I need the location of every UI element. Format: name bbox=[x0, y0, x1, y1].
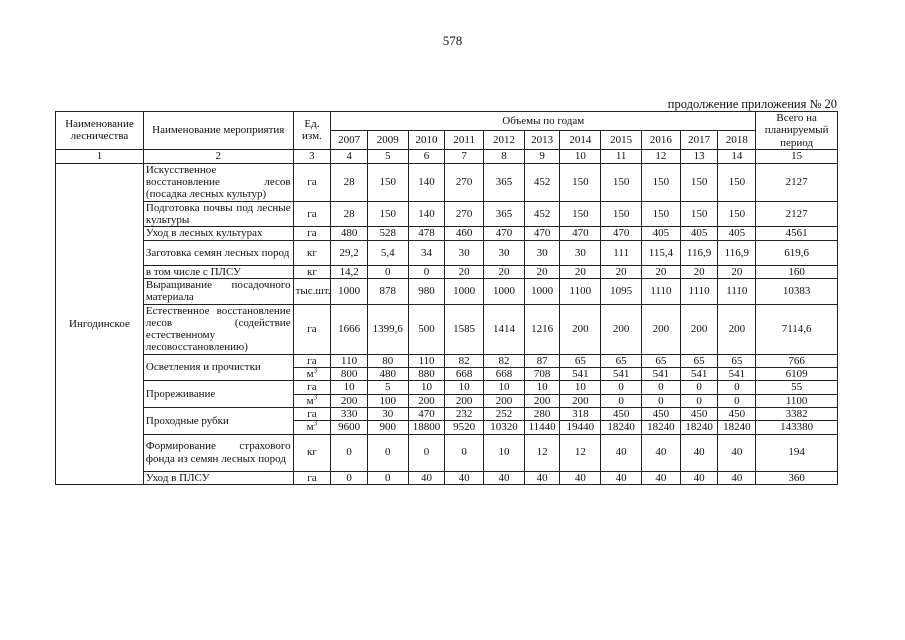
value: 0 bbox=[367, 265, 408, 278]
year-2012: 2012 bbox=[484, 130, 525, 149]
value: 150 bbox=[680, 201, 718, 227]
unit: га bbox=[293, 163, 331, 201]
value: 880 bbox=[408, 368, 445, 381]
value: 470 bbox=[524, 227, 560, 240]
value: 40 bbox=[642, 434, 681, 471]
value: 200 bbox=[445, 394, 484, 407]
total: 10383 bbox=[756, 278, 838, 304]
value: 82 bbox=[484, 354, 525, 367]
value: 9520 bbox=[445, 421, 484, 434]
column-number: 11 bbox=[601, 149, 642, 163]
activity-name: Проходные рубки bbox=[143, 407, 293, 434]
value: 87 bbox=[524, 354, 560, 367]
unit-superscript: 3 bbox=[313, 419, 318, 428]
value: 470 bbox=[601, 227, 642, 240]
unit: кг bbox=[293, 434, 331, 471]
value: 111 bbox=[601, 240, 642, 265]
value: 0 bbox=[601, 394, 642, 407]
value: 200 bbox=[601, 304, 642, 354]
value: 10 bbox=[445, 381, 484, 394]
value: 18240 bbox=[718, 421, 756, 434]
value: 450 bbox=[601, 407, 642, 420]
value: 0 bbox=[680, 394, 718, 407]
value: 10 bbox=[560, 381, 601, 394]
value: 150 bbox=[560, 163, 601, 201]
column-number: 3 bbox=[293, 149, 331, 163]
value: 0 bbox=[445, 434, 484, 471]
activity-name: Прореживание bbox=[143, 381, 293, 408]
total: 6109 bbox=[756, 368, 838, 381]
column-number: 1 bbox=[56, 149, 144, 163]
value: 1095 bbox=[601, 278, 642, 304]
value: 541 bbox=[718, 368, 756, 381]
column-number: 12 bbox=[642, 149, 681, 163]
unit-superscript: 3 bbox=[313, 366, 318, 375]
value: 452 bbox=[524, 163, 560, 201]
value: 5 bbox=[367, 381, 408, 394]
value: 20 bbox=[560, 265, 601, 278]
value: 1000 bbox=[484, 278, 525, 304]
value: 0 bbox=[367, 471, 408, 484]
value: 480 bbox=[331, 227, 368, 240]
table-row bbox=[56, 381, 838, 394]
value: 20 bbox=[524, 265, 560, 278]
header-unit: Ед. изм. bbox=[293, 112, 331, 150]
value: 40 bbox=[408, 471, 445, 484]
value: 115,4 bbox=[642, 240, 681, 265]
value: 110 bbox=[331, 354, 368, 367]
unit: тыс.шт. bbox=[293, 278, 331, 304]
continuation-note: продолжение приложения № 20 bbox=[667, 97, 837, 111]
value: 40 bbox=[680, 471, 718, 484]
value: 480 bbox=[367, 368, 408, 381]
table-row bbox=[56, 278, 838, 304]
value: 20 bbox=[718, 265, 756, 278]
value: 28 bbox=[331, 163, 368, 201]
year-2014: 2014 bbox=[560, 130, 601, 149]
value: 10320 bbox=[484, 421, 525, 434]
activity-name: Заготовка семян лесных пород bbox=[143, 240, 293, 265]
value: 150 bbox=[560, 201, 601, 227]
header-volumes: Объемы по годам bbox=[331, 112, 756, 131]
value: 150 bbox=[718, 201, 756, 227]
value: 40 bbox=[484, 471, 525, 484]
total: 2127 bbox=[756, 201, 838, 227]
table-row bbox=[56, 304, 838, 354]
value: 140 bbox=[408, 163, 445, 201]
value: 18240 bbox=[642, 421, 681, 434]
value: 10 bbox=[484, 381, 525, 394]
value: 200 bbox=[718, 304, 756, 354]
value: 365 bbox=[484, 163, 525, 201]
value: 40 bbox=[642, 471, 681, 484]
value: 0 bbox=[331, 471, 368, 484]
value: 150 bbox=[642, 201, 681, 227]
value: 405 bbox=[642, 227, 681, 240]
header-forestry: Наименование лесничества bbox=[56, 112, 144, 150]
value: 40 bbox=[718, 434, 756, 471]
unit-base: м bbox=[306, 421, 314, 434]
value: 19440 bbox=[560, 421, 601, 434]
value: 0 bbox=[642, 381, 681, 394]
column-number: 2 bbox=[143, 149, 293, 163]
year-2016: 2016 bbox=[642, 130, 681, 149]
value: 30 bbox=[367, 407, 408, 420]
value: 110 bbox=[408, 354, 445, 367]
forestry-name: Ингодинское bbox=[56, 163, 144, 484]
total: 2127 bbox=[756, 163, 838, 201]
value: 252 bbox=[484, 407, 525, 420]
value: 0 bbox=[680, 381, 718, 394]
value: 1414 bbox=[484, 304, 525, 354]
value: 10 bbox=[408, 381, 445, 394]
value: 1000 bbox=[524, 278, 560, 304]
column-numbers-row bbox=[56, 149, 838, 163]
table-row bbox=[56, 354, 838, 367]
value: 1216 bbox=[524, 304, 560, 354]
total: 143380 bbox=[756, 421, 838, 434]
value: 20 bbox=[642, 265, 681, 278]
value: 470 bbox=[484, 227, 525, 240]
value: 0 bbox=[408, 434, 445, 471]
total: 194 bbox=[756, 434, 838, 471]
total: 160 bbox=[756, 265, 838, 278]
value: 541 bbox=[601, 368, 642, 381]
value: 10 bbox=[524, 381, 560, 394]
value: 1399,6 bbox=[367, 304, 408, 354]
unit-superscript: 3 bbox=[313, 392, 318, 401]
total: 619,6 bbox=[756, 240, 838, 265]
total: 7114,6 bbox=[756, 304, 838, 354]
total: 360 bbox=[756, 471, 838, 484]
column-number: 5 bbox=[367, 149, 408, 163]
column-number: 15 bbox=[756, 149, 838, 163]
value: 450 bbox=[718, 407, 756, 420]
unit: га bbox=[293, 354, 331, 367]
header-activity: Наименование мероприятия bbox=[143, 112, 293, 150]
value: 330 bbox=[331, 407, 368, 420]
value: 200 bbox=[642, 304, 681, 354]
value: 80 bbox=[367, 354, 408, 367]
value: 405 bbox=[680, 227, 718, 240]
value: 405 bbox=[718, 227, 756, 240]
value: 20 bbox=[601, 265, 642, 278]
unit bbox=[293, 394, 331, 407]
year-2009: 2009 bbox=[367, 130, 408, 149]
unit: га bbox=[293, 227, 331, 240]
table-row bbox=[56, 434, 838, 471]
value: 82 bbox=[445, 354, 484, 367]
table-row bbox=[56, 163, 838, 201]
value: 200 bbox=[331, 394, 368, 407]
column-number: 8 bbox=[484, 149, 525, 163]
year-2017: 2017 bbox=[680, 130, 718, 149]
value: 500 bbox=[408, 304, 445, 354]
value: 9600 bbox=[331, 421, 368, 434]
unit bbox=[293, 368, 331, 381]
value: 541 bbox=[680, 368, 718, 381]
unit: га bbox=[293, 471, 331, 484]
value: 318 bbox=[560, 407, 601, 420]
value: 34 bbox=[408, 240, 445, 265]
value: 18240 bbox=[601, 421, 642, 434]
value: 541 bbox=[560, 368, 601, 381]
table-row bbox=[56, 471, 838, 484]
value: 10 bbox=[331, 381, 368, 394]
year-2013: 2013 bbox=[524, 130, 560, 149]
value: 30 bbox=[560, 240, 601, 265]
value: 28 bbox=[331, 201, 368, 227]
value: 200 bbox=[408, 394, 445, 407]
value: 800 bbox=[331, 368, 368, 381]
value: 470 bbox=[560, 227, 601, 240]
value: 270 bbox=[445, 201, 484, 227]
value: 65 bbox=[601, 354, 642, 367]
table-row bbox=[56, 240, 838, 265]
year-2011: 2011 bbox=[445, 130, 484, 149]
value: 116,9 bbox=[718, 240, 756, 265]
unit: га bbox=[293, 407, 331, 420]
value: 1000 bbox=[445, 278, 484, 304]
value: 0 bbox=[642, 394, 681, 407]
value: 150 bbox=[601, 163, 642, 201]
value: 1110 bbox=[680, 278, 718, 304]
year-2007: 2007 bbox=[331, 130, 368, 149]
activity-name: Уход в ПЛСУ bbox=[143, 471, 293, 484]
value: 140 bbox=[408, 201, 445, 227]
value: 150 bbox=[601, 201, 642, 227]
value: 1666 bbox=[331, 304, 368, 354]
unit-base: м bbox=[306, 368, 314, 381]
column-number: 4 bbox=[331, 149, 368, 163]
activity-name: Уход в лесных культурах bbox=[143, 227, 293, 240]
value: 1110 bbox=[642, 278, 681, 304]
value: 541 bbox=[642, 368, 681, 381]
column-number: 9 bbox=[524, 149, 560, 163]
value: 452 bbox=[524, 201, 560, 227]
column-number: 6 bbox=[408, 149, 445, 163]
unit: га bbox=[293, 201, 331, 227]
unit bbox=[293, 421, 331, 434]
value: 878 bbox=[367, 278, 408, 304]
value: 12 bbox=[560, 434, 601, 471]
value: 668 bbox=[484, 368, 525, 381]
value: 1585 bbox=[445, 304, 484, 354]
value: 150 bbox=[680, 163, 718, 201]
value: 270 bbox=[445, 163, 484, 201]
unit-base: м bbox=[306, 394, 314, 407]
activity-name: Осветления и прочистки bbox=[143, 354, 293, 381]
value: 65 bbox=[642, 354, 681, 367]
value: 40 bbox=[718, 471, 756, 484]
value: 40 bbox=[601, 471, 642, 484]
value: 65 bbox=[718, 354, 756, 367]
year-2015: 2015 bbox=[601, 130, 642, 149]
value: 0 bbox=[718, 381, 756, 394]
value: 200 bbox=[524, 394, 560, 407]
value: 11440 bbox=[524, 421, 560, 434]
total: 4561 bbox=[756, 227, 838, 240]
value: 5,4 bbox=[367, 240, 408, 265]
value: 30 bbox=[524, 240, 560, 265]
value: 1100 bbox=[560, 278, 601, 304]
column-number: 10 bbox=[560, 149, 601, 163]
value: 0 bbox=[408, 265, 445, 278]
value: 18240 bbox=[680, 421, 718, 434]
activity-name: в том числе с ПЛСУ bbox=[143, 265, 293, 278]
year-2018: 2018 bbox=[718, 130, 756, 149]
value: 40 bbox=[524, 471, 560, 484]
table-row bbox=[56, 227, 838, 240]
unit: кг bbox=[293, 265, 331, 278]
value: 30 bbox=[445, 240, 484, 265]
value: 200 bbox=[680, 304, 718, 354]
value: 528 bbox=[367, 227, 408, 240]
value: 20 bbox=[445, 265, 484, 278]
value: 12 bbox=[524, 434, 560, 471]
activity-name: Подготовка почвы под лесные культуры bbox=[143, 201, 293, 227]
value: 200 bbox=[484, 394, 525, 407]
value: 450 bbox=[680, 407, 718, 420]
value: 40 bbox=[560, 471, 601, 484]
value: 18800 bbox=[408, 421, 445, 434]
value: 100 bbox=[367, 394, 408, 407]
header-total: Всего на планируемый период bbox=[756, 112, 838, 150]
total: 55 bbox=[756, 381, 838, 394]
unit: кг bbox=[293, 240, 331, 265]
value: 30 bbox=[484, 240, 525, 265]
value: 0 bbox=[367, 434, 408, 471]
value: 40 bbox=[680, 434, 718, 471]
table-row bbox=[56, 407, 838, 420]
value: 200 bbox=[560, 394, 601, 407]
value: 708 bbox=[524, 368, 560, 381]
value: 0 bbox=[331, 434, 368, 471]
forestry-activities-table bbox=[55, 111, 838, 485]
value: 40 bbox=[601, 434, 642, 471]
value: 478 bbox=[408, 227, 445, 240]
value: 29,2 bbox=[331, 240, 368, 265]
activity-name: Выращивание посадочного материала bbox=[143, 278, 293, 304]
value: 200 bbox=[560, 304, 601, 354]
total: 1100 bbox=[756, 394, 838, 407]
value: 150 bbox=[367, 163, 408, 201]
value: 980 bbox=[408, 278, 445, 304]
unit: га bbox=[293, 381, 331, 394]
value: 1000 bbox=[331, 278, 368, 304]
value: 10 bbox=[484, 434, 525, 471]
column-number: 14 bbox=[718, 149, 756, 163]
value: 40 bbox=[445, 471, 484, 484]
value: 280 bbox=[524, 407, 560, 420]
value: 0 bbox=[601, 381, 642, 394]
value: 116,9 bbox=[680, 240, 718, 265]
value: 450 bbox=[642, 407, 681, 420]
total: 766 bbox=[756, 354, 838, 367]
column-number: 13 bbox=[680, 149, 718, 163]
table-row bbox=[56, 265, 838, 278]
table-row bbox=[56, 201, 838, 227]
value: 470 bbox=[408, 407, 445, 420]
value: 1110 bbox=[718, 278, 756, 304]
activity-name: Формирование страхового фонда из семян лесных пород bbox=[143, 434, 293, 471]
column-number: 7 bbox=[445, 149, 484, 163]
value: 20 bbox=[680, 265, 718, 278]
value: 65 bbox=[560, 354, 601, 367]
activity-name: Искусственное восстановление лесов (посадка лесных культур) bbox=[143, 163, 293, 201]
page-number: 578 bbox=[442, 33, 463, 48]
value: 150 bbox=[718, 163, 756, 201]
value: 150 bbox=[367, 201, 408, 227]
value: 20 bbox=[484, 265, 525, 278]
value: 65 bbox=[680, 354, 718, 367]
value: 0 bbox=[718, 394, 756, 407]
value: 14,2 bbox=[331, 265, 368, 278]
value: 460 bbox=[445, 227, 484, 240]
total: 3382 bbox=[756, 407, 838, 420]
unit: га bbox=[293, 304, 331, 354]
value: 232 bbox=[445, 407, 484, 420]
value: 150 bbox=[642, 163, 681, 201]
year-2010: 2010 bbox=[408, 130, 445, 149]
value: 365 bbox=[484, 201, 525, 227]
activity-name: Естественное восстановление лесов (содействие естественному лесовосстановлению) bbox=[143, 304, 293, 354]
value: 668 bbox=[445, 368, 484, 381]
value: 900 bbox=[367, 421, 408, 434]
